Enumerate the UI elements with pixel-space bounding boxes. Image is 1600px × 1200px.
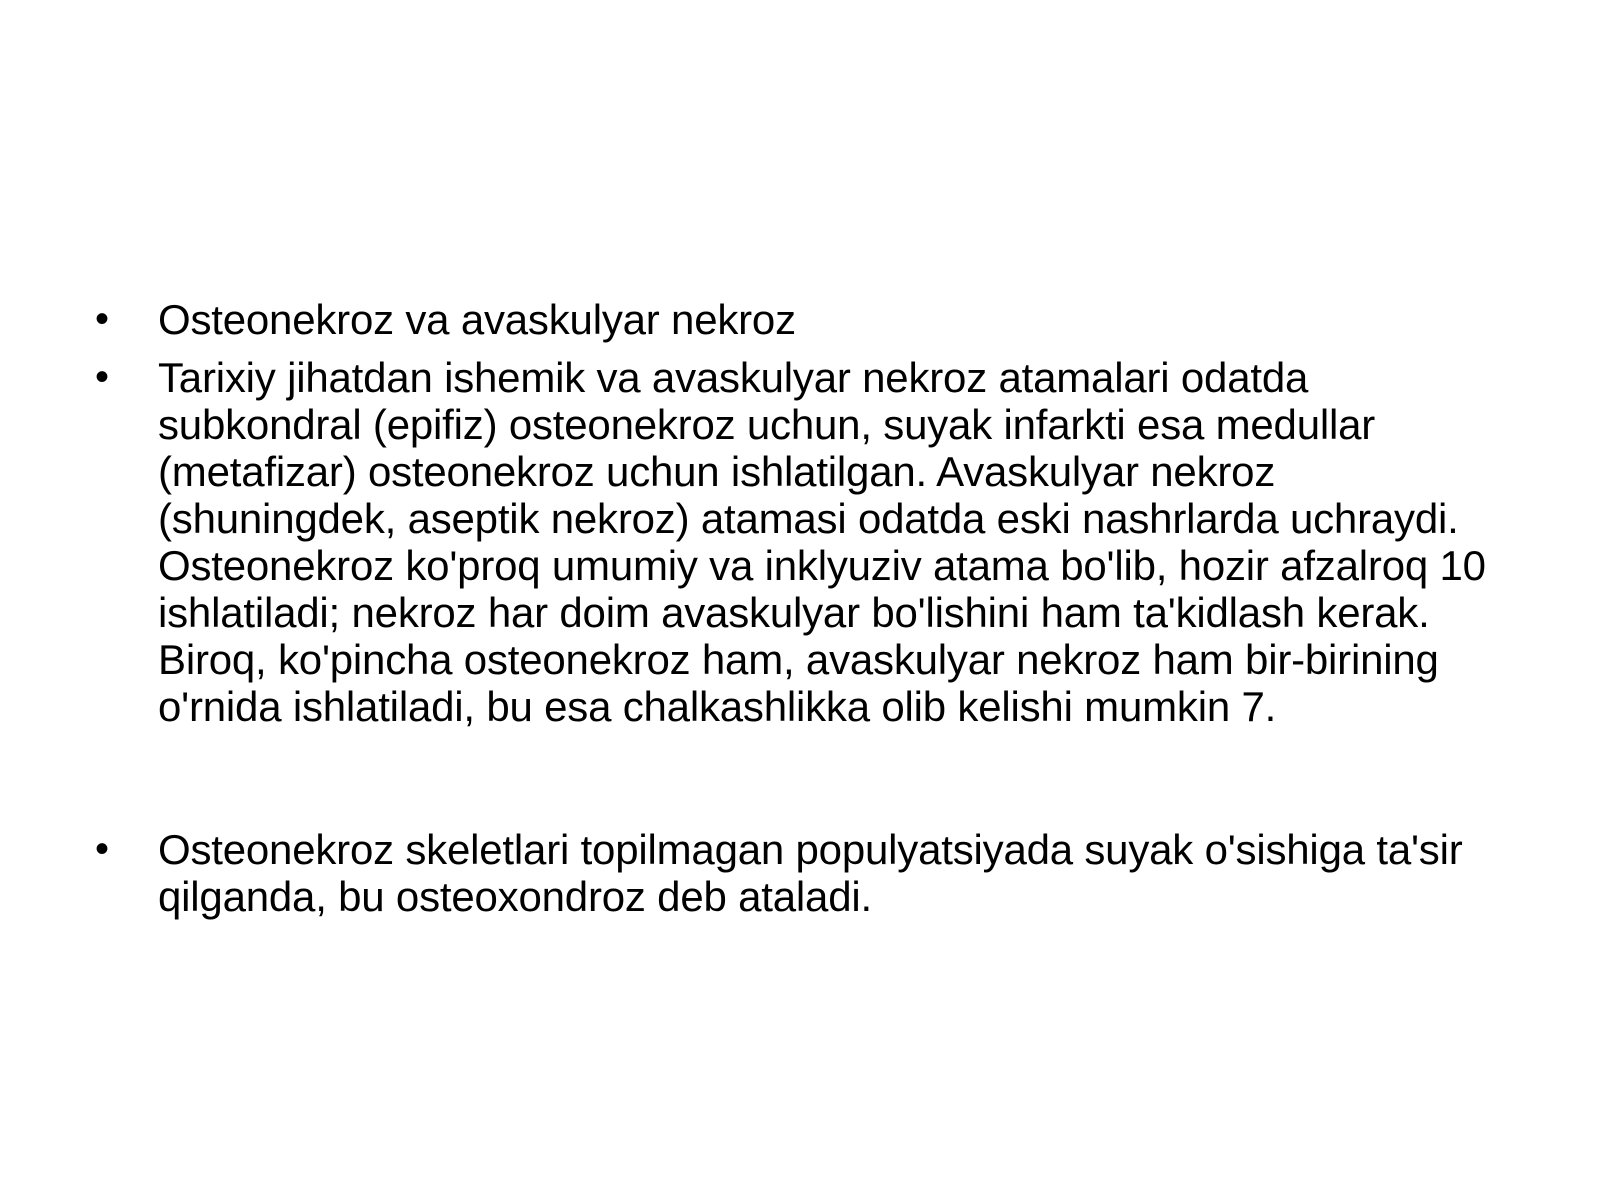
bullet-item	[95, 296, 1515, 343]
bullet-text: Osteonekroz skeletlari topilmagan populyatsiyada suyak o'sishiga ta'sir qilganda, bu osteoxondroz deb ataladi.	[158, 826, 1463, 920]
bullet-item	[95, 354, 1515, 730]
bullet-spacer	[95, 730, 1515, 826]
bullet-text: Tarixiy jihatdan ishemik va avaskulyar nekroz atamalari odatda subkondral (epifiz) osteonekroz uchun, suyak infarkti esa medullar (metafizar) osteonekroz uchun ishlatilgan. Avaskulyar nekroz (shuningdek, aseptik nekroz) atamasi odatda eski nashrlarda uchraydi. Osteonekroz ko'proq umumiy va inklyuziv atama bo'lib, hozir afzalroq 10 ishlatiladi; nekroz har doim avaskulyar bo'lishini ham ta'kidlash kerak. Biroq, ko'pincha osteonekroz ham, avaskulyar nekroz ham bir-birining o'rnida ishlatiladi, bu esa chalkashlikka olib kelishi mumkin 7.	[158, 354, 1486, 730]
bullet-dot-icon: •	[95, 355, 110, 399]
bullet-dot-icon: •	[95, 297, 110, 341]
bullet-list	[95, 296, 1515, 920]
bullet-text: Osteonekroz va avaskulyar nekroz	[158, 296, 796, 343]
bullet-item	[95, 826, 1515, 920]
bullet-dot-icon: •	[95, 827, 110, 871]
